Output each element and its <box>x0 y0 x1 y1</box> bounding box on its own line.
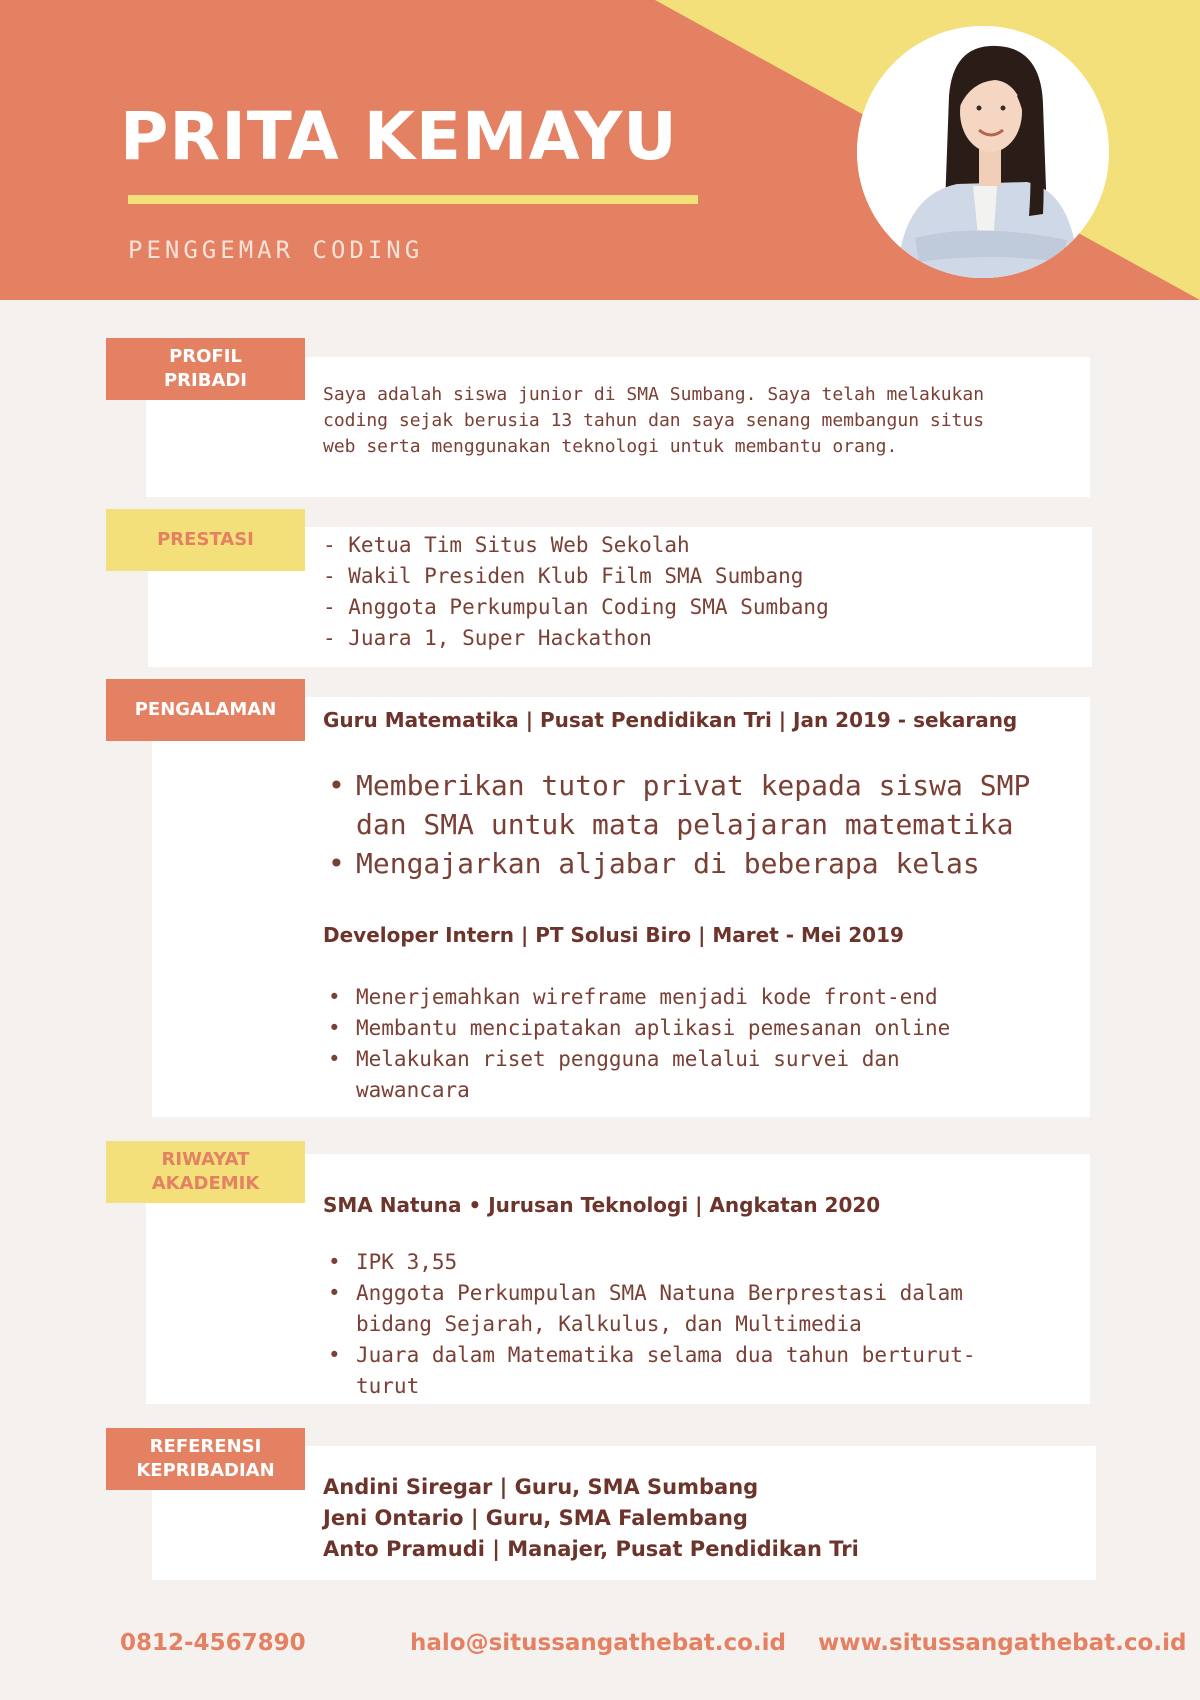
achievement-item: - Juara 1, Super Hackathon <box>323 626 652 650</box>
job-bullet <box>326 982 950 1013</box>
profile-text-line: Saya adalah siswa junior di SMA Sumbang. Saya telah melakukan <box>323 384 985 405</box>
job-bullet-line: • Mengajarkan aljabar di beberapa kelas <box>356 847 980 880</box>
references-label <box>106 1428 305 1490</box>
footer-phone: 0812-4567890 <box>120 1630 306 1656</box>
job-bullets <box>326 982 950 1106</box>
job-bullet <box>326 766 1030 844</box>
education-bullet <box>326 1340 976 1402</box>
education-label-line: RIWAYAT <box>161 1149 250 1170</box>
profile-text-line: web serta menggunakan teknologi untuk membantu orang. <box>323 436 898 457</box>
job-bullet-line: • Melakukan riset pengguna melalui survei dan <box>356 1047 900 1071</box>
achievement-item: - Wakil Presiden Klub Film SMA Sumbang <box>323 564 804 588</box>
achievements-list <box>323 530 829 654</box>
education-bullet-line: turut <box>356 1374 420 1398</box>
education-heading: SMA Natuna • Jurusan Teknologi | Angkatan 2020 <box>323 1193 881 1217</box>
job-bullet <box>326 1044 950 1106</box>
achievements-label-text: PRESTASI <box>157 529 254 550</box>
achievement-item: - Anggota Perkumpulan Coding SMA Sumbang <box>323 595 829 619</box>
experience-label <box>106 679 305 741</box>
job-bullet-line: dan SMA untuk mata pelajaran matematika <box>356 808 1014 841</box>
reference-item: Jeni Ontario | Guru, SMA Falembang <box>323 1506 748 1530</box>
job-heading: Developer Intern | PT Solusi Biro | Maret - Mei 2019 <box>323 923 904 947</box>
footer-website: www.situssangathebat.co.id <box>818 1630 1187 1656</box>
experience-label-text: PENGALAMAN <box>134 699 277 720</box>
education-bullet <box>326 1247 976 1278</box>
resume-name: PRITA KEMAYU <box>120 98 678 175</box>
job-bullet-line: • Menerjemahkan wireframe menjadi kode front-end <box>356 985 938 1009</box>
reference-item: Andini Siregar | Guru, SMA Sumbang <box>323 1475 759 1499</box>
references-label-line: REFERENSI <box>149 1436 262 1457</box>
job-bullet <box>326 844 1030 883</box>
name-underline <box>128 195 698 204</box>
job-bullet <box>326 1013 950 1044</box>
education-label <box>106 1141 305 1203</box>
profile-label-line: PRIBADI <box>163 370 248 391</box>
job-bullet-line: • Memberikan tutor privat kepada siswa SMP <box>356 769 1031 802</box>
reference-item: Anto Pramudi | Manajer, Pusat Pendidikan Tri <box>323 1537 859 1561</box>
job-bullet-line: • Membantu mencipatakan aplikasi pemesanan online <box>356 1016 951 1040</box>
education-bullet-line: bidang Sejarah, Kalkulus, dan Multimedia <box>356 1312 862 1336</box>
education-label-line: AKADEMIK <box>151 1173 260 1194</box>
education-bullets <box>326 1247 976 1402</box>
resume-tagline: PENGGEMAR CODING <box>128 236 424 264</box>
profile-photo-icon <box>857 26 1109 278</box>
references-label-line: KEPRIBADIAN <box>136 1460 275 1481</box>
achievements-label <box>106 509 305 571</box>
profile-label <box>106 338 305 400</box>
footer-email: halo@situssangathebat.co.id <box>410 1630 786 1656</box>
education-bullet-line: • Juara dalam Matematika selama dua tahun berturut- <box>356 1343 976 1367</box>
job-bullet-line: wawancara <box>356 1078 470 1102</box>
education-bullet-line: • Anggota Perkumpulan SMA Natuna Berprestasi dalam <box>356 1281 963 1305</box>
profile-text-line: coding sejak berusia 13 tahun dan saya senang membangun situs <box>323 410 985 431</box>
achievement-item: - Ketua Tim Situs Web Sekolah <box>323 533 690 557</box>
education-bullet <box>326 1278 976 1340</box>
job-bullets <box>326 766 1030 883</box>
profile-text <box>323 382 984 460</box>
references-list <box>323 1472 859 1565</box>
profile-label-line: PROFIL <box>169 346 242 367</box>
job-heading: Guru Matematika | Pusat Pendidikan Tri | Jan 2019 - sekarang <box>323 708 1018 732</box>
education-bullet-line: • IPK 3,55 <box>356 1250 458 1274</box>
